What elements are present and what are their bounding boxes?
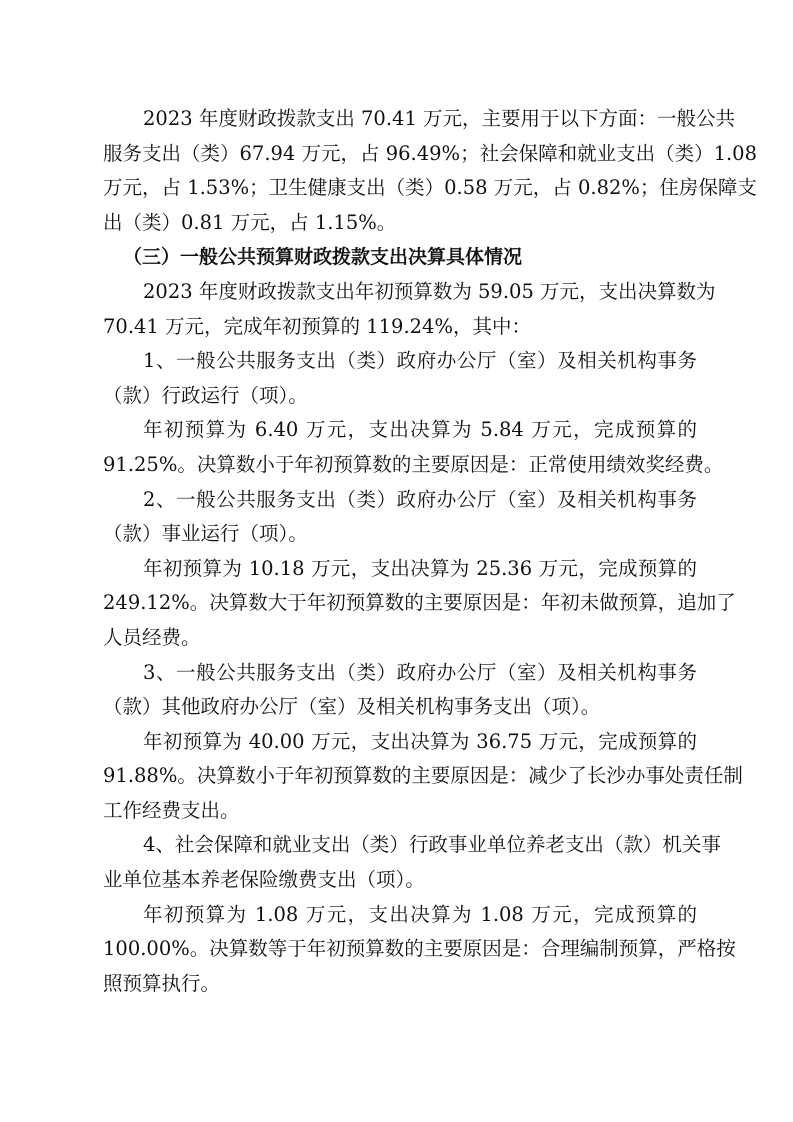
- text-line: （款）其他政府办公厅（室）及相关机构事务支出（项）。: [103, 695, 601, 719]
- text-line: 4、社会保障和就业支出（类）行政事业单位养老支出（款）机关事: [143, 833, 721, 857]
- section-heading: （三）一般公共预算财政拨款支出决算具体情况: [123, 246, 523, 269]
- document-page: [103, 102, 757, 1001]
- text-line: 工作经费支出。: [103, 798, 240, 822]
- text-line: 2023 年度财政拨款支出 70.41 万元，主要用于以下方面：一般公共: [143, 107, 736, 130]
- text-line: （款）行政运行（项）。: [103, 383, 308, 407]
- text-line: （款）事业运行（项）。: [103, 522, 308, 546]
- paragraph-budget-overview: [103, 275, 716, 344]
- text-line: 照预算执行。: [103, 971, 221, 995]
- text-line: 91.25%。决算数小于年初预算数的主要原因是：正常使用绩效奖经费。: [103, 452, 724, 476]
- text-line: 业单位基本养老保险缴费支出（项）。: [103, 868, 425, 892]
- text-line: 3、一般公共服务支出（类）政府办公厅（室）及相关机构事务: [143, 660, 697, 684]
- text-line: 年初预算为 40.00 万元，支出决算为 36.75 万元，完成预算的: [143, 729, 697, 753]
- text-line: 出（类）0.81 万元，占 1.15%。: [103, 210, 397, 234]
- text-line: 1、一般公共服务支出（类）政府办公厅（室）及相关机构事务: [143, 349, 697, 373]
- text-line: 人员经费。: [103, 625, 201, 649]
- paragraph-item-3: [103, 656, 697, 725]
- paragraph-item-4-detail: [103, 898, 736, 1002]
- paragraph-item-2-detail: [103, 552, 736, 656]
- paragraph-item-3-detail: [103, 725, 743, 829]
- text-line: 249.12%。决算数大于年初预算数的主要原因是：年初未做预算，追加了: [103, 591, 736, 615]
- text-line: 万元，占 1.53%；卫生健康支出（类）0.58 万元，占 0.82%；住房保障支: [103, 176, 757, 200]
- paragraph-item-2: [103, 483, 697, 552]
- text-line: 2、一般公共服务支出（类）政府办公厅（室）及相关机构事务: [143, 487, 697, 511]
- text-line: 服务支出（类）67.94 万元，占 96.49%；社会保障和就业支出（类）1.08: [103, 141, 757, 165]
- paragraph-item-1-detail: [103, 413, 724, 482]
- text-line: 91.88%。决算数小于年初预算数的主要原因是：减少了长沙办事处责任制: [103, 764, 743, 788]
- text-line: 70.41 万元，完成年初预算的 119.24%，其中：: [103, 314, 531, 338]
- text-line: 2023 年度财政拨款支出年初预算数为 59.05 万元，支出决算数为: [143, 279, 716, 303]
- text-line: 年初预算为 1.08 万元，支出决算为 1.08 万元，完成预算的: [143, 902, 697, 926]
- text-line: 100.00%。决算数等于年初预算数的主要原因是：合理编制预算，严格按: [103, 937, 736, 961]
- text-line: 年初预算为 10.18 万元，支出决算为 25.36 万元，完成预算的: [143, 556, 697, 580]
- paragraph-item-4: [103, 828, 721, 897]
- paragraph-spending-summary: [103, 102, 757, 240]
- paragraph-item-1: [103, 344, 697, 413]
- text-line: 年初预算为 6.40 万元，支出决算为 5.84 万元，完成预算的: [143, 418, 697, 442]
